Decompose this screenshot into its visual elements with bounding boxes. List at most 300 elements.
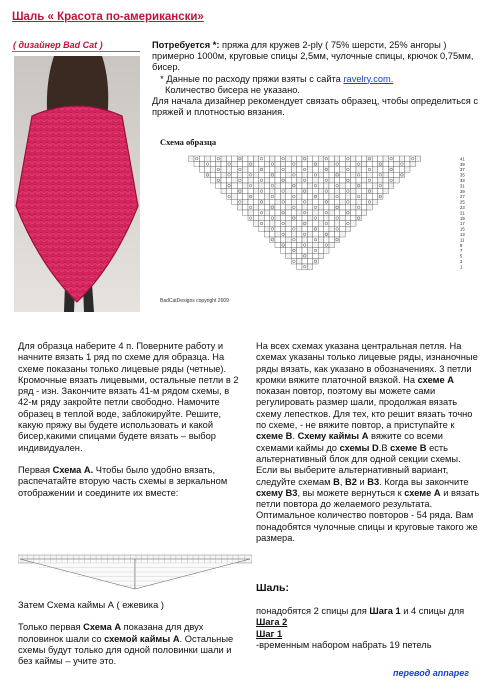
chart-cell [243,210,248,215]
chart-cell [264,172,269,177]
chart-cell [216,183,221,188]
advice-text: Для начала дизайнер рекомендует связать образец, чтобы определиться с пряжей и плотностью вязания. [152,96,478,118]
chart-cell [324,188,329,193]
chart-cell [297,167,302,172]
chart-cell [351,161,356,166]
chart-cell [210,156,215,161]
chart-cell [248,172,253,177]
chart-cell [340,188,345,193]
text: Чтобы было удобно вязать, распечатайте вторую часть схемы в зеркальном отображении и соедините их вместе: [18,464,228,498]
chart-cell [280,210,285,215]
chart-cell [210,178,215,183]
text: показана для двух половинок шали со [18,622,204,644]
chart-cell [351,183,356,188]
chart-cell [286,161,291,166]
chart-cell [345,194,350,199]
chart-cell [253,199,258,204]
chart-cell [334,232,339,237]
chart-cell [232,183,237,188]
chart-cell [388,183,393,188]
chart-cell [313,248,318,253]
chart-cell [367,183,372,188]
chart-cell [318,210,323,215]
chart-cell [356,194,361,199]
chart-cell [334,215,339,220]
chart-cell [313,221,318,226]
chart-cell [286,242,291,247]
chart-cell [205,172,210,177]
chart-cell [340,232,345,237]
chart-cell [302,232,307,237]
chart-cell [226,167,231,172]
chart-cell [367,199,372,204]
chart-cell [361,205,366,210]
chart-cell [324,215,329,220]
chart-cell [248,178,253,183]
chart-cell [280,226,285,231]
chart-cell [216,172,221,177]
chart-cell [232,161,237,166]
chart-cell [318,199,323,204]
chart-cell [237,167,242,172]
chart-cell [372,178,377,183]
chart-cell [210,167,215,172]
chart-cell [367,194,372,199]
text: и 4 спицы для [400,606,465,616]
chart-cell [313,167,318,172]
row-number: 17 [460,221,465,227]
chart-cell [226,194,231,199]
chart-cell [334,221,339,226]
chart-cell [307,172,312,177]
chart-cell [351,215,356,220]
chart-cell [329,167,334,172]
chart-cell [324,161,329,166]
chart-cell [313,226,318,231]
chart-cell [351,205,356,210]
chart-cell [307,242,312,247]
chart-cell [226,172,231,177]
chart-cell [280,199,285,204]
chart-cell [313,178,318,183]
chart-cell [286,215,291,220]
chart-cell [286,232,291,237]
row-number: 27 [460,194,465,200]
chart-cell [226,188,231,193]
chart-cell [324,242,329,247]
text: есть альтернативный блок для одной секции схемы. Если вы выберите альтернативный вариант, следуйте схемам [256,442,461,487]
scheme-instructions [256,341,482,544]
chart-cell [243,194,248,199]
chart-cell [324,194,329,199]
chart-cell [329,172,334,177]
chart-cell [345,210,350,215]
chart-cell [351,167,356,172]
designer-credit: ( дизайнер Bad Cat ) [13,40,103,50]
text: Первая [18,464,53,475]
chart-cell [297,259,302,264]
chart-cell [291,188,296,193]
page-title: Шаль « Красота по-американски» [12,11,204,23]
chart-cell [297,264,302,269]
chart-cell [259,178,264,183]
chart-cell [356,210,361,215]
chart-cell [264,167,269,172]
chart-cell [199,161,204,166]
row-number: 23 [460,205,465,210]
chart-cell [237,205,242,210]
chart-cell [270,226,275,231]
chart-cell [372,199,377,204]
chart-cell [297,221,302,226]
chart-cell [302,194,307,199]
chart-cell [232,156,237,161]
note-suffix: Количество бисера не указано. [165,84,300,95]
chart-cell [367,167,372,172]
chart-cell [280,188,285,193]
chart-cell [367,188,372,193]
ref: Схему каймы А [297,431,369,442]
chart-cell [259,215,264,220]
chart-cell [329,226,334,231]
text: , вы можете вернуться к [297,487,405,498]
chart-cell [356,172,361,177]
chart-cell [297,199,302,204]
chart-cell [291,226,296,231]
chart-cell [378,178,383,183]
chart-cell [275,221,280,226]
chart-cell [334,188,339,193]
chart-cell [302,161,307,166]
chart-cell [243,188,248,193]
chart-cell [345,215,350,220]
chart-cell [356,215,361,220]
chart-cell [329,205,334,210]
chart-cell [383,172,388,177]
chart-cell [367,172,372,177]
chart-cell [248,199,253,204]
chart-cell [275,242,280,247]
chart-cell [275,215,280,220]
chart-cell [232,172,237,177]
chart-cell [291,232,296,237]
chart-cell [286,188,291,193]
chart-cell [237,194,242,199]
chart-cell [302,199,307,204]
chart-cell [248,194,253,199]
chart-cell [313,215,318,220]
chart-cell [329,188,334,193]
chart-cell [291,259,296,264]
chart-cell [302,264,307,269]
chart-cell [324,167,329,172]
chart-cell [372,172,377,177]
ref: В3 [367,476,380,487]
chart-cell [318,226,323,231]
chart-cell [275,237,280,242]
chart-cell [270,232,275,237]
chart-cell [302,172,307,177]
chart-cell [286,253,291,258]
row-number: 33 [460,178,465,183]
chart-cell [264,210,269,215]
text: Только первая [18,622,84,633]
chart-cell [280,156,285,161]
chart-cell [291,210,296,215]
chart-cell [264,161,269,166]
chart-cell [313,183,318,188]
chart-cell [297,156,302,161]
chart-cell [367,178,372,183]
text: . Когда вы закончите [379,476,469,487]
chart-cell [340,199,345,204]
chart-cell [253,167,258,172]
chart-cell [318,242,323,247]
chart-cell [334,210,339,215]
chart-cell [232,178,237,183]
chart-cell [394,156,399,161]
chart-cell [405,156,410,161]
chart-cell [280,161,285,166]
chart-cell [351,221,356,226]
chart-cell [259,226,264,231]
chart-cell [297,242,302,247]
chart-cell [307,178,312,183]
chart-cell [253,210,258,215]
row-number: 9 [460,242,463,248]
chart-cell [221,188,226,193]
chart-cell [280,178,285,183]
chart-cell [205,167,210,172]
scheme-a-ref: Схема А [83,622,122,633]
chart-cell [334,161,339,166]
chart-cell [199,156,204,161]
chart-cell [334,194,339,199]
chart-cell [237,199,242,204]
chart-cell [313,242,318,247]
chart-cell [307,183,312,188]
chart-cell [291,205,296,210]
scheme-note [18,622,240,667]
chart-cell [324,156,329,161]
chart-cell [210,172,215,177]
chart-cell [297,194,302,199]
chart-cell [340,205,345,210]
chart-cell [318,194,323,199]
chart-cell [232,194,237,199]
chart-cell [259,156,264,161]
chart-cell [286,156,291,161]
chart-cell [334,205,339,210]
copyright-note: BadCatDesigns copyright 2009 [160,298,229,304]
left-column [18,341,240,499]
chart-cell [307,215,312,220]
chart-cell [280,232,285,237]
step-ref: Шага 1 [369,606,401,616]
chart-cell [356,161,361,166]
ref: схеме А [417,374,454,385]
chart-cell [286,248,291,253]
chart-cell [334,199,339,204]
chart-cell [356,188,361,193]
scheme-a-intro [18,465,240,499]
chart-cell [302,188,307,193]
row-number: 1 [460,264,463,270]
ref: В [333,476,340,487]
row-number: 25 [460,199,465,205]
chart-cell [378,194,383,199]
chart-cell [264,199,269,204]
chart-cell [291,215,296,220]
chart-cell [221,167,226,172]
chart-cell [270,172,275,177]
chart-cell [307,232,312,237]
chart-cell [243,156,248,161]
chart-cell [297,161,302,166]
chart-cell [232,188,237,193]
chart-cell [361,199,366,204]
chart-cell [259,161,264,166]
chart-cell [356,178,361,183]
chart-cell [313,205,318,210]
chart-cell [378,167,383,172]
chart-cell [388,161,393,166]
chart-cell [394,178,399,183]
border-scheme-label: Затем Схема каймы А ( ежевика ) [18,600,164,610]
chart-cell [302,237,307,242]
chart-cell [280,215,285,220]
chart-cell [280,248,285,253]
chart-cell [313,194,318,199]
chart-cell [297,226,302,231]
chart-cell [221,183,226,188]
chart-cell [307,210,312,215]
scheme-a-thumbnail [18,545,252,591]
chart-cell [253,156,258,161]
chart-cell [286,183,291,188]
chart-cell [378,188,383,193]
row-number: 15 [460,226,465,232]
row-number: 29 [460,188,465,194]
chart-cell [361,210,366,215]
chart-cell [259,205,264,210]
chart-cell [399,161,404,166]
chart-cell [383,167,388,172]
chart-cell [275,199,280,204]
chart-cell [329,237,334,242]
chart-cell [307,205,312,210]
chart-cell [318,156,323,161]
chart-cell [286,178,291,183]
chart-cell [334,167,339,172]
chart-cell [302,183,307,188]
chart-cell [361,167,366,172]
chart-cell [372,161,377,166]
chart-cell [275,161,280,166]
chart-cell [340,161,345,166]
chart-cell [334,183,339,188]
chart-cell [388,178,393,183]
chart-cell [275,232,280,237]
chart-cell [329,232,334,237]
chart-cell [399,156,404,161]
chart-cell [372,167,377,172]
chart-cell [199,167,204,172]
chart-cell [259,199,264,204]
chart-cell [270,156,275,161]
chart-cell [399,172,404,177]
thumbnail-left-half [20,559,135,589]
chart-cell [345,178,350,183]
chart-cell [329,221,334,226]
chart-cell [243,161,248,166]
chart-cell [329,242,334,247]
chart-cell [345,226,350,231]
chart-cell [313,156,318,161]
chart-cell [318,205,323,210]
chart-cell [189,156,194,161]
chart-cell [270,188,275,193]
chart-cell [307,226,312,231]
chart-cell [318,178,323,183]
chart-cell [324,248,329,253]
chart-cell [307,161,312,166]
chart-cell [248,167,253,172]
chart-cell [383,188,388,193]
chart-cell [318,221,323,226]
chart-cell [318,161,323,166]
chart-cell [264,183,269,188]
chart-cell [378,161,383,166]
step-ref: Шага 2 [256,617,288,628]
chart-cell [340,226,345,231]
text: .В [378,442,391,453]
chart-cell [286,226,291,231]
chart-cell [194,161,199,166]
chart-cell [237,156,242,161]
chart-cell [378,183,383,188]
chart-cell [372,183,377,188]
chart-cell [259,183,264,188]
chart-cell [270,178,275,183]
chart-cell [345,188,350,193]
chart-cell [324,199,329,204]
chart-cell [280,237,285,242]
chart-cell [318,253,323,258]
chart-cell [302,242,307,247]
chart-cell [318,215,323,220]
chart-cell [356,167,361,172]
chart-cell [291,161,296,166]
chart-cell [243,183,248,188]
chart-cell [340,215,345,220]
ravelry-link[interactable]: ravelry.com. [343,73,394,84]
row-number: 41 [460,156,465,162]
chart-cell [270,199,275,204]
chart-cell [291,248,296,253]
chart-cell [264,215,269,220]
chart-cell [372,194,377,199]
chart-cell [221,156,226,161]
step1-heading: Шаг 1 [256,628,283,639]
chart-cell [329,178,334,183]
chart-cell [361,188,366,193]
chart-cell [307,259,312,264]
chart-cell [318,167,323,172]
chart-cell [270,221,275,226]
chart-cell [388,156,393,161]
chart-cell [388,167,393,172]
